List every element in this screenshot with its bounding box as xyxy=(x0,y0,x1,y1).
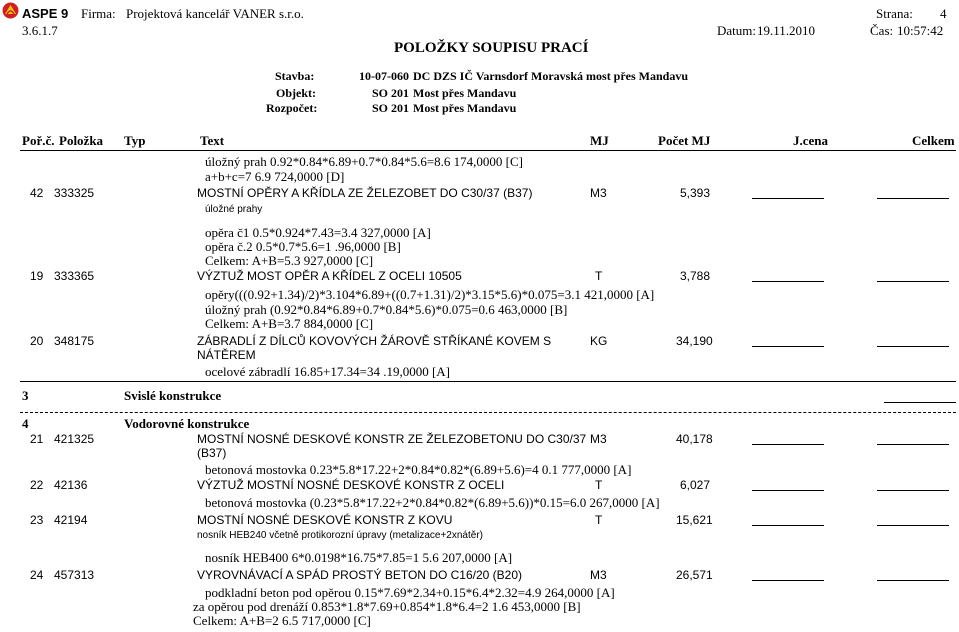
row-qty: 3,788 xyxy=(680,269,711,283)
rozpocet-code: SO 201 xyxy=(372,101,410,115)
row-code: 348175 xyxy=(54,334,95,348)
row-text: VÝZTUŽ MOSTNÍ NOSNÉ DESKOVÉ KONSTR Z OCELI xyxy=(197,478,505,492)
unit-price-blank xyxy=(752,444,824,445)
row-num: 24 xyxy=(30,568,44,582)
calc-line: opěra č1 0.5*0.924*7.43=3.4 327,0000 [A] xyxy=(205,225,431,240)
col-porc: Poř.č. xyxy=(22,133,55,148)
stavba-label: Stavba: xyxy=(275,69,315,83)
section-rule xyxy=(20,412,956,413)
calc-line: opěra č.2 0.5*0.7*5.6=1 .96,0000 [B] xyxy=(205,239,401,254)
row-num: 21 xyxy=(30,432,44,446)
row-num: 22 xyxy=(30,478,44,492)
row-mj: T xyxy=(595,478,603,492)
row-mj: KG xyxy=(590,334,608,348)
row-num: 19 xyxy=(30,269,44,283)
section-total-blank xyxy=(884,402,956,403)
col-mj: MJ xyxy=(590,133,609,148)
total-blank xyxy=(877,198,949,199)
row-num: 42 xyxy=(30,186,44,200)
total-blank xyxy=(877,281,949,282)
rozpocet-label: Rozpočet: xyxy=(266,101,318,115)
unit-price-blank xyxy=(752,346,824,347)
row-num: 23 xyxy=(30,513,44,527)
row-qty: 15,621 xyxy=(676,513,713,527)
row-code: 42194 xyxy=(54,513,88,527)
row-mj: T xyxy=(595,269,603,283)
objekt-label: Objekt: xyxy=(276,86,316,100)
col-typ: Typ xyxy=(124,133,146,148)
cas-label: Čas: xyxy=(870,23,894,38)
unit-price-blank xyxy=(752,281,824,282)
datum-value: 19.11.2010 xyxy=(757,23,816,38)
objekt-name: Most přes Mandavu xyxy=(413,86,517,100)
calc-line: Celkem: A+B=2 6.5 717,0000 [C] xyxy=(193,613,371,628)
total-blank xyxy=(877,346,949,347)
firma-label: Firma: xyxy=(81,6,116,21)
col-pocet: Počet MJ xyxy=(658,133,711,148)
row-text: VYROVNÁVACÍ A SPÁD PROSTÝ BETON DO C16/20 (B20) xyxy=(197,568,522,582)
unit-price-blank xyxy=(752,198,824,199)
row-text: MOSTNÍ NOSNÉ DESKOVÉ KONSTR ZE ŽELEZOBETONU DO C30/37 xyxy=(197,432,587,446)
calc-line: betonová mostovka 0.23*5.8*17.22+2*0.84*0.82*(6.89+5.6)=4 0.1 777,0000 [A] xyxy=(205,462,632,477)
calc-line: betonová mostovka (0.23*5.8*17.22+2*0.84*0.82*(6.89+5.6))*0.15=6.0 267,0000 [A] xyxy=(205,495,660,510)
page-title: POLOŽKY SOUPISU PRACÍ xyxy=(394,40,589,56)
calc-line: nosník HEB400 6*0.0198*16.75*7.85=1 5.6 207,0000 [A] xyxy=(205,550,513,565)
firma-value: Projektová kancelář VANER s.r.o. xyxy=(126,6,304,21)
row-mj: M3 xyxy=(590,568,607,582)
calc-line: podkladní beton pod opěrou 0.15*7.69*2.34+0.15*6.4*2.32=4.9 264,0000 [A] xyxy=(205,585,615,600)
row-qty: 26,571 xyxy=(676,568,713,582)
total-blank xyxy=(877,580,949,581)
section-name: Svislé konstrukce xyxy=(124,388,222,403)
cas-value: 10:57:42 xyxy=(897,23,944,38)
calc-line: úložný prah 0.92*0.84*6.89+0.7*0.84*5.6=8.6 174,0000 [C] xyxy=(205,154,523,169)
row-code: 457313 xyxy=(54,568,95,582)
calc-line: a+b+c=7 6.9 724,0000 [D] xyxy=(205,169,345,184)
header-rule xyxy=(20,150,956,151)
rozpocet-name: Most přes Mandavu xyxy=(413,101,517,115)
section-num: 3 xyxy=(22,388,29,403)
row-note: nosník HEB240 včetně protikorozní úpravy (metalizace+2xnátěr) xyxy=(197,530,483,541)
row-code: 333365 xyxy=(54,269,95,283)
calc-line: za opěrou pod drenáží 0.853*1.8*7.69+0.854*1.8*6.4=2 1.6 453,0000 [B] xyxy=(193,599,581,614)
row-qty: 6,027 xyxy=(680,478,711,492)
datum-label: Datum: xyxy=(717,23,756,38)
app-version: 3.6.1.7 xyxy=(22,23,58,38)
calc-line: úložný prah (0.92*0.84*6.89+0.7*0.84*5.6)*0.075=0.6 463,0000 [B] xyxy=(205,302,568,317)
total-blank xyxy=(877,490,949,491)
total-blank xyxy=(877,444,949,445)
calc-line: opěry(((0.92+1.34)/2)*3.104*6.89+((0.7+1.31)/2)*3.15*5.6)*0.075=3.1 421,0000 [A] xyxy=(205,287,655,302)
row-qty: 34,190 xyxy=(676,334,713,348)
stavba-code: 10-07-060 xyxy=(359,69,409,83)
total-blank xyxy=(877,525,949,526)
strana-value: 4 xyxy=(940,6,947,21)
row-mj: M3 xyxy=(590,432,607,446)
row-note: úložné prahy xyxy=(205,204,263,215)
col-text: Text xyxy=(200,133,225,148)
col-celkem: Celkem xyxy=(912,133,955,148)
row-code: 421325 xyxy=(54,432,95,446)
row-text-cont: (B37) xyxy=(197,446,227,460)
strana-label: Strana: xyxy=(876,6,913,21)
row-num: 20 xyxy=(30,334,44,348)
unit-price-blank xyxy=(752,525,824,526)
row-qty: 40,178 xyxy=(676,432,713,446)
row-code: 333325 xyxy=(54,186,95,200)
row-mj: M3 xyxy=(590,186,607,200)
section-rule xyxy=(20,381,956,382)
calc-line: Celkem: A+B=3.7 884,0000 [C] xyxy=(205,316,374,331)
row-text: MOSTNÍ NOSNÉ DESKOVÉ KONSTR Z KOVU xyxy=(197,513,453,527)
calc-line: ocelové zábradlí 16.85+17.34=34 .19,0000 [A] xyxy=(205,364,450,379)
objekt-code: SO 201 xyxy=(372,86,410,100)
aspe-logo-icon xyxy=(2,2,19,19)
calc-line: Celkem: A+B=5.3 927,0000 [C] xyxy=(205,253,374,268)
section-name: Vodorovné konstrukce xyxy=(124,416,250,431)
row-text: VÝZTUŽ MOST OPĚR A KŘÍDEL Z OCELI 10505 xyxy=(197,269,462,283)
col-jcena: J.cena xyxy=(793,133,829,148)
row-mj: T xyxy=(595,513,603,527)
row-code: 42136 xyxy=(54,478,88,492)
row-qty: 5,393 xyxy=(680,186,711,200)
stavba-name: DC DZS IČ Varnsdorf Moravská most přes Mandavu xyxy=(413,69,689,83)
unit-price-blank xyxy=(752,490,824,491)
row-text: MOSTNÍ OPĚRY A KŘÍDLA ZE ŽELEZOBET DO C30/37 (B37) xyxy=(197,186,533,200)
section-num: 4 xyxy=(22,416,29,431)
row-text: ZÁBRADLÍ Z DÍLCŮ KOVOVÝCH ŽÁROVĚ STŘÍKANÉ KOVEM S xyxy=(197,334,552,348)
row-text-cont: NÁTĚREM xyxy=(197,348,256,362)
app-name: ASPE 9 xyxy=(22,6,69,21)
col-polozka: Položka xyxy=(59,133,104,148)
unit-price-blank xyxy=(752,580,824,581)
